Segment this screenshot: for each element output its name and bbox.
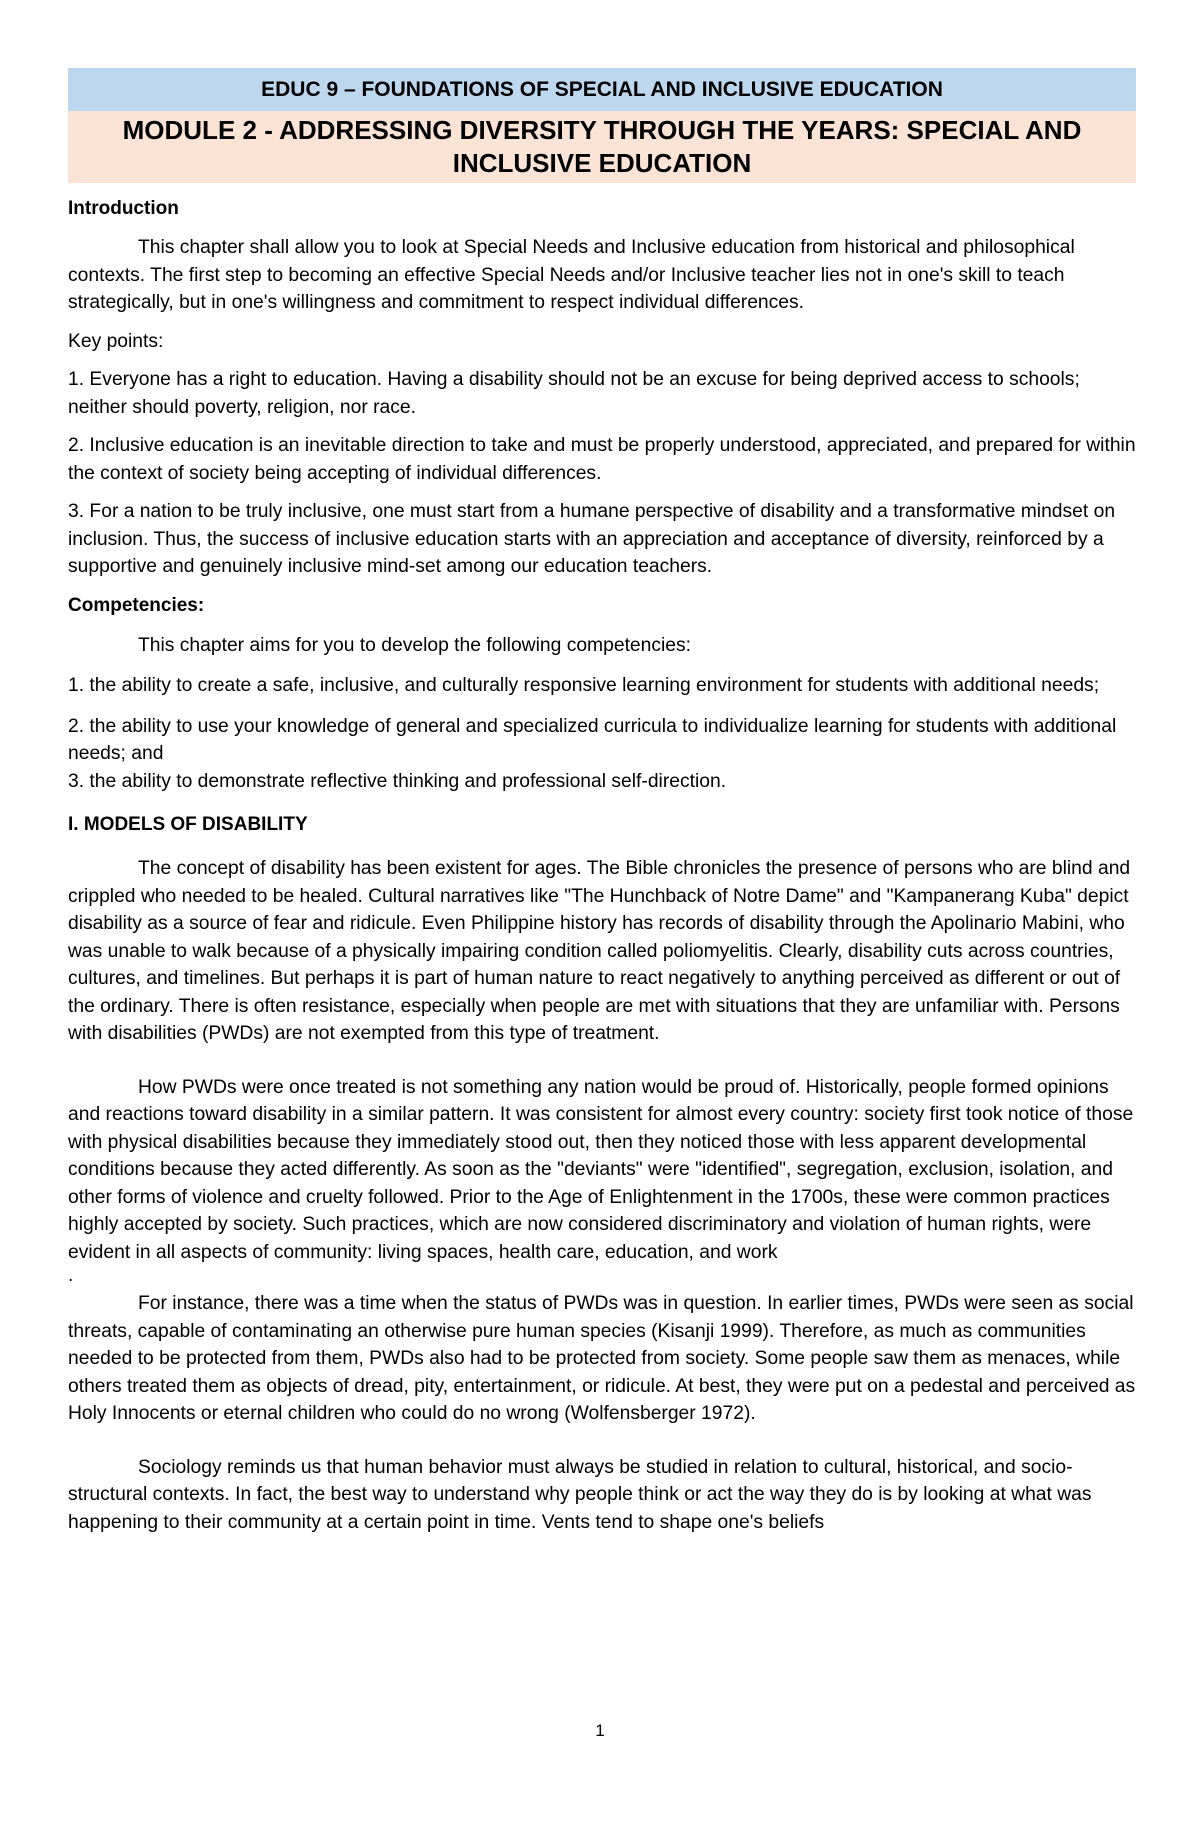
competency-2: 2. the ability to use your knowledge of general and specialized curricula to individualize learning for students with additional needs; and [68,715,1117,764]
course-title-bar: EDUC 9 – FOUNDATIONS OF SPECIAL AND INCLUSIVE EDUCATION [68,68,1136,111]
module-title-line-1: MODULE 2 - ADDRESSING DIVERSITY THROUGH THE YEARS: SPECIAL AND [122,115,1082,145]
section-heading-models-of-disability: I. MODELS OF DISABILITY [68,814,308,835]
section-paragraph-3: For instance, there was a time when the status of PWDs was in question. In earlier times, PWDs were seen as social threats, capable of contaminating an otherwise pure human species (Kisanji 1999). Therefore, as much as communities needed to be protected from them, PWDs also had to be protected from society. Some people saw them as menaces, while others treated them as objects of dread, pity, entertainment, or ridicule. At best, they were put on a pedestal and perceived as Holy Innocents or eternal children who could do no wrong (Wolfensberger 1972). [68,1293,1136,1424]
section-paragraph-4: Sociology reminds us that human behavior must always be studied in relation to cultural, historical, and socio-structural contexts. In fact, the best way to understand why people think or act the way they do is by looking at what was happening to their community at a certain point in time. Vents tend to shape one's beliefs [68,1456,1092,1533]
module-title-line-2: INCLUSIVE EDUCATION [452,148,752,178]
module-title-bar [68,111,1136,183]
competency-3: 3. the ability to demonstrate reflective thinking and professional self-direction. [68,770,727,792]
section-paragraph-1: The concept of disability has been existent for ages. The Bible chronicles the presence of persons who are blind and crippled who needed to be healed. Cultural narratives like "The Hunchback of Notre Dame" and "Kampanerang Kuba" depict disability as a source of fear and ridicule. Even Philippine history has records of disability through the Apolinario Mabini, who was unable to walk because of a physically impairing condition called poliomyelitis. Clearly, disability cuts across countries, cultures, and timelines. But perhaps it is part of human nature to react negatively to anything perceived as different or out of the ordinary. There is often resistance, especially when people are met with situations that they are unfamiliar with. Persons with disabilities (PWDs) are not exempted from this type of treatment. [68,858,1131,1044]
introduction-heading: Introduction [68,198,179,219]
stray-period: . [68,1265,74,1286]
key-points-label: Key points: [68,330,164,352]
key-point-3: 3. For a nation to be truly inclusive, one must start from a humane perspective of disability and a transformative mindset on inclusion. Thus, the success of inclusive education starts with an appreciation and acceptance of diversity, reinforced by a supportive and genuinely inclusive mind-set among our education teachers. [68,501,1116,577]
competencies-intro: This chapter aims for you to develop the following competencies: [138,634,692,656]
key-point-1: 1. Everyone has a right to education. Having a disability should not be an excuse for being deprived access to schools; neither should poverty, religion, nor race. [68,369,1080,418]
section-paragraph-2: How PWDs were once treated is not something any nation would be proud of. Historically, people formed opinions and reactions toward disability in a similar pattern. It was consistent for almost every country: society first took notice of those with physical disabilities because they immediately stood out, then they noticed those with less apparent developmental conditions because they acted differently. As soon as the "deviants" were "identified", segregation, exclusion, isolation, and other forms of violence and cruelty followed. Prior to the Age of Enlightenment in the 1700s, these were common practices highly accepted by society. Such practices, which are now considered discriminatory and violation of human rights, were evident in all aspects of community: living spaces, health care, education, and work [68,1076,1134,1263]
competencies-heading: Competencies: [68,594,205,616]
document-page [68,68,1136,1536]
introduction-text: This chapter shall allow you to look at Special Needs and Inclusive education from historical and philosophical contexts. The first step to becoming an effective Special Needs and/or Inclusive teacher lies not in one's skill to teach strategically, but in one's willingness and commitment to respect individual differences. [68,237,1075,313]
competency-1: 1. the ability to create a safe, inclusive, and culturally responsive learning environment for students with additional needs; [68,675,1100,696]
key-point-2: 2. Inclusive education is an inevitable direction to take and must be properly understood, appreciated, and prepared for within the context of society being accepting of individual differences. [68,435,1136,484]
page-number: 1 [595,1721,605,1740]
